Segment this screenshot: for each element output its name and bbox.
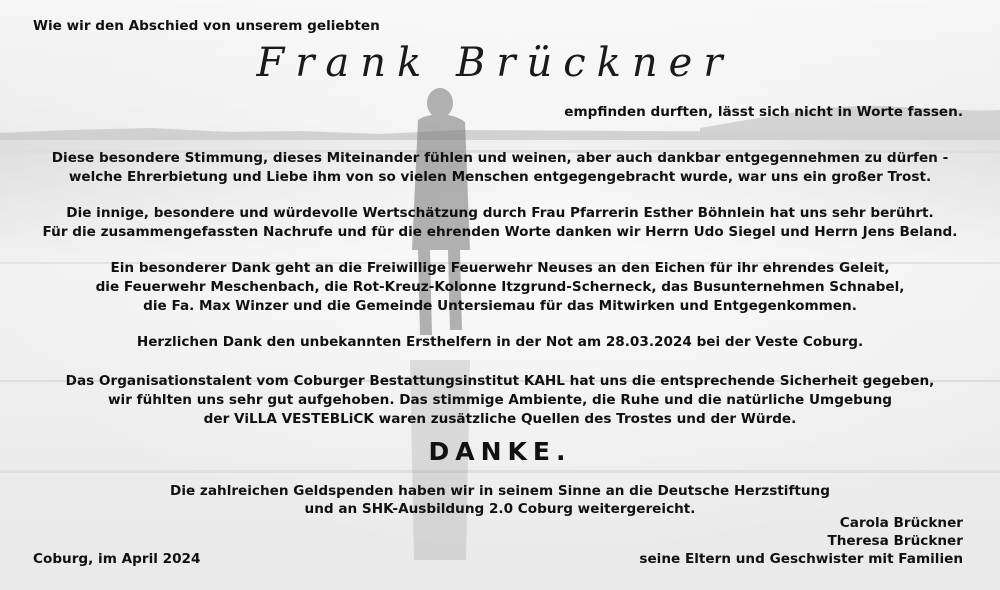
paragraph-line: Diese besondere Stimmung, dieses Miteinander fühlen und weinen, aber auch dankbar entgegennehmen zu dürfen - [51,150,949,166]
intro-continuation: empfinden durften, lässt sich nicht in Worte fassen. [564,104,963,120]
donation-line: Die zahlreichen Geldspenden haben wir in seinem Sinne an die Deutsche Herzstiftung [170,483,830,499]
paragraph-line: Die innige, besondere und würdevolle Wertschätzung durch Frau Pfarrerin Esther Böhnlein hat uns sehr berührt. [66,205,934,221]
signatory: Theresa Brückner [827,533,963,549]
deceased-name: Frank Brückner [256,40,734,86]
paragraph-line: die Fa. Max Winzer und die Gemeinde Untersiemau für das Mitwirken und Entgegenkommen. [143,298,857,314]
danke-heading: DANKE. [428,437,572,466]
signatory: Carola Brückner [839,515,963,531]
paragraph-line: Das Organisationstalent vom Coburger Bestattungsinstitut KAHL hat uns die entsprechende Sicherheit gegeben, [65,373,935,389]
paragraph-line: Für die zusammengefassten Nachrufe und für die ehrenden Worte danken wir Herrn Udo Siegel und Herrn Jens Beland. [42,224,958,240]
paragraph-line: welche Ehrerbietung und Liebe ihm von so vielen Menschen entgegengebracht wurde, war uns ein großer Trost. [68,169,932,185]
place-date: Coburg, im April 2024 [33,551,201,567]
paragraph-line: die Feuerwehr Meschenbach, die Rot-Kreuz-Kolonne Itzgrund-Scherneck, das Busunternehmen Schnabel, [95,279,905,295]
paragraph-line: der ViLLA VESTEBLiCK waren zusätzliche Quellen des Trostes und der Würde. [203,411,797,427]
signatory: seine Eltern und Geschwister mit Familien [639,551,963,567]
paragraph-line: Herzlichen Dank den unbekannten Ersthelfern in der Not am 28.03.2024 bei der Veste Coburg. [136,334,864,350]
donation-line: und an SHK-Ausbildung 2.0 Coburg weitergereicht. [304,501,696,517]
intro-line: Wie wir den Abschied von unserem geliebten [33,18,380,34]
paragraph-line: Ein besonderer Dank geht an die Freiwillige Feuerwehr Neuses an den Eichen für ihr ehrendes Geleit, [110,260,890,276]
paragraph-line: wir fühlten uns sehr gut aufgehoben. Das stimmige Ambiente, die Ruhe und die natürliche Umgebung [108,392,892,408]
